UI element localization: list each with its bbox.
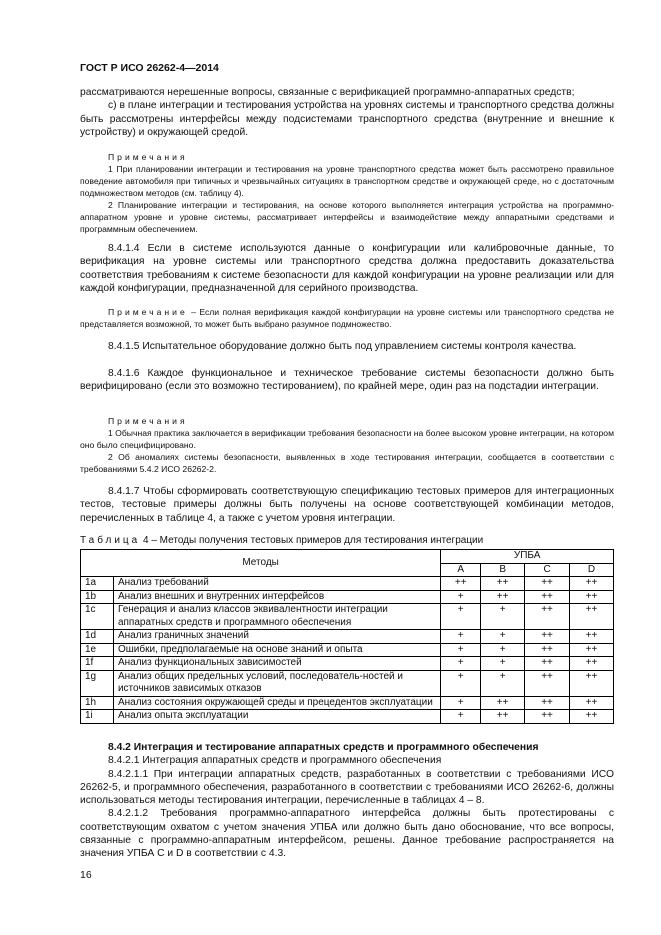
paragraph-8417: 8.4.1.7 Чтобы сформировать соответствующую спецификацию тестовых примеров для интеграционных тестов, тестовые примеры должны быть получены на основе соответствующей комбинации методов, перечисленных в таблице 4, а также с учетом уровня интеграции. — [80, 486, 614, 524]
method-name: Ошибки, предполагаемые на основе знаний и опыта — [113, 643, 440, 657]
recommendation-cell: ++ — [525, 710, 570, 724]
recommendation-cell: ++ — [525, 643, 570, 657]
method-name: Анализ состояния окружающей среды и прецедентов эксплуатации — [113, 696, 440, 710]
paragraph: 8.4.2.1.1 При интеграции аппаратных средств, разработанных в соответствии с требованиями ИСО 26262-5, и программного обеспечения, разработанного в соответствии с требованиями ИСО 26262-6, должны использоваться методы тестирования интеграции, перечисленные в таблицах 4 – 8. — [80, 768, 614, 807]
section-842 — [80, 741, 614, 861]
recommendation-cell: ++ — [525, 630, 570, 644]
method-name: Анализ опыта эксплуатации — [113, 710, 440, 724]
recommendation-cell: ++ — [525, 590, 570, 604]
table-row — [81, 657, 614, 671]
recommendation-cell: + — [481, 670, 525, 696]
method-id: 1g — [81, 670, 114, 696]
method-name: Анализ внешних и внутренних интерфейсов — [113, 590, 440, 604]
table-row — [81, 710, 614, 724]
section-heading: 8.4.2 Интеграция и тестирование аппаратных средств и программного обеспечения — [108, 742, 539, 753]
recommendation-cell: + — [441, 630, 481, 644]
recommendation-cell: + — [481, 657, 525, 671]
table-row — [81, 590, 614, 604]
header-level: D — [570, 563, 614, 577]
methods-table — [80, 549, 614, 724]
method-id: 1i — [81, 710, 114, 724]
table-row — [81, 670, 614, 696]
recommendation-cell: + — [481, 630, 525, 644]
note-2 — [80, 306, 614, 330]
paragraph-8414: 8.4.1.4 Если в системе используются данные о конфигурации или калибровочные данные, то верификация на уровне системы или транспортного средства должна предоставить доказательства соответствия требованиям к системе безопасности для каждой конфигурации на уровне реализации или для каждой конфигурации, предназначенной для серийного производства. — [80, 243, 614, 294]
table-row — [81, 696, 614, 710]
recommendation-cell: ++ — [481, 590, 525, 604]
recommendation-cell: + — [441, 657, 481, 671]
recommendation-cell: + — [441, 710, 481, 724]
note: 1 Обычная практика заключается в верификации требования безопасности на более высоком уровне интеграции, на котором оно было специфицировано. — [80, 428, 614, 450]
recommendation-cell: ++ — [525, 696, 570, 710]
method-id: 1e — [81, 643, 114, 657]
recommendation-cell: ++ — [570, 604, 614, 630]
method-id: 1b — [81, 590, 114, 604]
method-id: 1f — [81, 657, 114, 671]
method-name: Генерация и анализ классов эквивалентности интеграции аппаратных средств и программного обеспечения — [113, 604, 440, 630]
method-name: Анализ общих предельных условий, последователь-ностей и источников зависимых отказов — [113, 670, 440, 696]
page-number: 16 — [80, 869, 92, 881]
recommendation-cell: ++ — [481, 710, 525, 724]
recommendation-cell: ++ — [525, 657, 570, 671]
recommendation-cell: ++ — [570, 670, 614, 696]
document-header: ГОСТ Р ИСО 26262-4—2014 — [80, 62, 219, 74]
recommendation-cell: + — [481, 643, 525, 657]
header-level: B — [481, 563, 525, 577]
note-title: Примечание — [108, 307, 188, 317]
method-id: 1d — [81, 630, 114, 644]
table-row — [81, 604, 614, 630]
note-text: – Если полная верификация каждой конфигурации на уровне системы или транспортного средства не представляется возможной, то может быть выбрано разумное подмножество. — [80, 307, 614, 329]
recommendation-cell: + — [441, 590, 481, 604]
recommendation-cell: ++ — [570, 630, 614, 644]
intro-block — [80, 86, 614, 139]
notes-3 — [80, 415, 614, 475]
recommendation-cell: ++ — [525, 670, 570, 696]
header-level: A — [441, 563, 481, 577]
recommendation-cell: ++ — [441, 577, 481, 591]
recommendation-cell: + — [441, 696, 481, 710]
recommendation-cell: ++ — [525, 577, 570, 591]
table-row — [81, 630, 614, 644]
notes-title: Примечания — [108, 152, 188, 162]
paragraph: 8.4.2.1.2 Требования программно-аппаратного интерфейса должны быть протестированы с соответствующим охватом с учетом значения УПБА или должно быть дано обоснование, что все вопросы, связанные с программно-аппаратным интерфейсом, решены. Данное требование распространяется на значения УПБА C и D в соответствии с 4.3. — [80, 808, 614, 860]
method-id: 1c — [81, 604, 114, 630]
note: 2 Об аномалиях системы безопасности, выявленных в ходе тестирования интеграции, сообщается в соответствии с требованиями 5.4.2 ИСО 26262-2. — [80, 452, 614, 474]
paragraph: рассматриваются нерешенные вопросы, связанные с верификацией программно-аппаратных средств; — [80, 87, 575, 98]
paragraph-8415: 8.4.1.5 Испытательное оборудование должно быть под управлением системы контроля качества. — [108, 341, 577, 352]
paragraph: c) в плане интеграции и тестирования устройства на уровнях системы и транспортного средства должны быть рассмотрены интерфейсы между подсистемами транспортного средства (внутренние и внешние к устройству) и окружающей средой. — [80, 100, 614, 138]
recommendation-cell: ++ — [481, 696, 525, 710]
method-name: Анализ функциональных зависимостей — [113, 657, 440, 671]
table-row — [81, 643, 614, 657]
table-row — [81, 577, 614, 591]
recommendation-cell: ++ — [570, 696, 614, 710]
paragraph: 8.4.2.1 Интеграция аппаратных средств и программного обеспечения — [108, 755, 442, 767]
recommendation-cell: ++ — [570, 577, 614, 591]
notes-1 — [80, 151, 614, 235]
recommendation-cell: ++ — [570, 710, 614, 724]
recommendation-cell: + — [441, 604, 481, 630]
recommendation-cell: ++ — [570, 643, 614, 657]
header-methods: Методы — [81, 550, 441, 577]
recommendation-cell: + — [441, 670, 481, 696]
header-upba: УПБА — [441, 550, 614, 564]
recommendation-cell: ++ — [570, 590, 614, 604]
method-id: 1a — [81, 577, 114, 591]
recommendation-cell: + — [481, 604, 525, 630]
recommendation-cell: ++ — [481, 577, 525, 591]
caption-word: Таблица — [80, 535, 141, 546]
method-id: 1h — [81, 696, 114, 710]
caption-text: 4 – Методы получения тестовых примеров для тестирования интеграции — [140, 535, 484, 546]
note: 2 Планирование интеграции и тестирования, на основе которого выполняется интеграция устройства на программно-аппаратном уровне и уровне системы, рассматривает интерфейсы и взаимодействие между аппаратными средствами и программным обеспечением. — [80, 200, 614, 234]
method-name: Анализ требований — [113, 577, 440, 591]
note: 1 При планировании интеграции и тестирования на уровне транспортного средства может быть рассмотрено правильное поведение автомобиля при типичных и чрезвычайных ситуациях в транспортном средстве и окружающей среде, но с достаточным подмножеством методов (см. таблицу 4). — [80, 164, 614, 198]
method-name: Анализ граничных значений — [113, 630, 440, 644]
recommendation-cell: + — [441, 643, 481, 657]
recommendation-cell: ++ — [525, 604, 570, 630]
notes-title: Примечания — [108, 416, 188, 426]
table-caption — [80, 535, 614, 546]
paragraph-8416: 8.4.1.6 Каждое функциональное и техническое требование системы безопасности должно быть верифицировано (если это возможно тестированием), по крайней мере, один раз на подстадии интеграции. — [80, 368, 614, 393]
recommendation-cell: ++ — [570, 657, 614, 671]
header-level: C — [525, 563, 570, 577]
